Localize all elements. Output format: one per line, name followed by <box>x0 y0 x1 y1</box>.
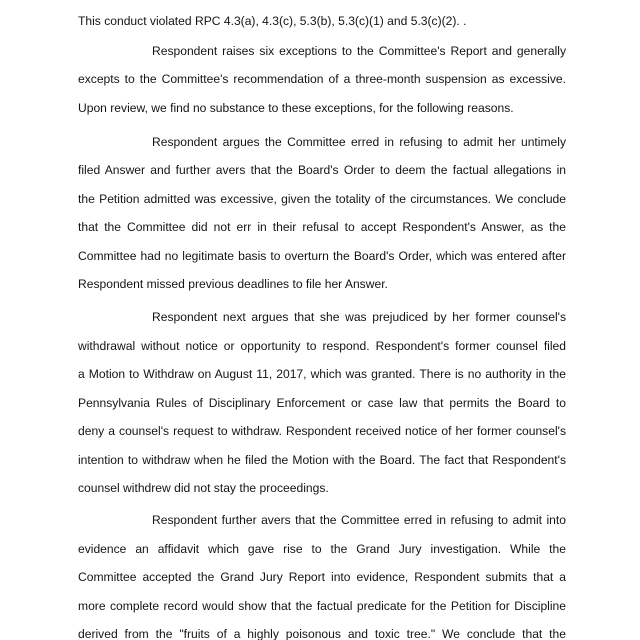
text-line: that the Committee did not err in their refusal to accept Respondent's Answer, as the <box>78 220 566 234</box>
text-line: evidence an affidavit which gave rise to the Grand Jury investigation. While the <box>78 542 566 556</box>
text-line: derived from the "fruits of a highly poisonous and toxic tree." We conclude that the <box>78 627 566 640</box>
text-line: Upon review, we find no substance to these exceptions, for the following reasons. <box>78 101 514 115</box>
text-line: intention to withdraw when he filed the Motion with the Board. The fact that Respondent's <box>78 453 566 467</box>
text-line: deny a counsel's request to withdraw. Respondent received notice of her former counsel's <box>78 424 566 438</box>
text-line: a Motion to Withdraw on August 11, 2017, which was granted. There is no authority in the <box>78 367 566 381</box>
text-line: withdrawal without notice or opportunity to respond. Respondent's former counsel filed <box>78 339 566 353</box>
text-line: Committee had no legitimate basis to overturn the Board's Order, which was entered after <box>78 249 566 263</box>
text-line: This conduct violated RPC 4.3(a), 4.3(c), 5.3(b), 5.3(c)(1) and 5.3(c)(2). . <box>78 14 467 28</box>
text-line: Respondent next argues that she was prejudiced by her former counsel's <box>152 310 566 324</box>
text-line: filed Answer and further avers that the Board's Order to deem the factual allegations in <box>78 163 566 177</box>
text-line: Respondent further avers that the Committee erred in refusing to admit into <box>152 513 566 527</box>
text-line: Pennsylvania Rules of Disciplinary Enforcement or case law that permits the Board to <box>78 396 566 410</box>
text-line: excepts to the Committee's recommendation of a three-month suspension as excessive. <box>78 72 566 86</box>
text-line: Respondent raises six exceptions to the Committee's Report and generally <box>152 44 566 58</box>
text-line: more complete record would show that the factual predicate for the Petition for Discipline <box>78 599 566 613</box>
text-line: the Petition admitted was excessive, given the totality of the circumstances. We conclude <box>78 192 566 206</box>
text-line: Respondent argues the Committee erred in refusing to admit her untimely <box>152 135 566 149</box>
text-line: Respondent missed previous deadlines to file her Answer. <box>78 277 388 291</box>
text-line: Committee accepted the Grand Jury Report into evidence, Respondent submits that a <box>78 570 566 584</box>
text-line: counsel withdrew did not stay the proceedings. <box>78 481 329 495</box>
